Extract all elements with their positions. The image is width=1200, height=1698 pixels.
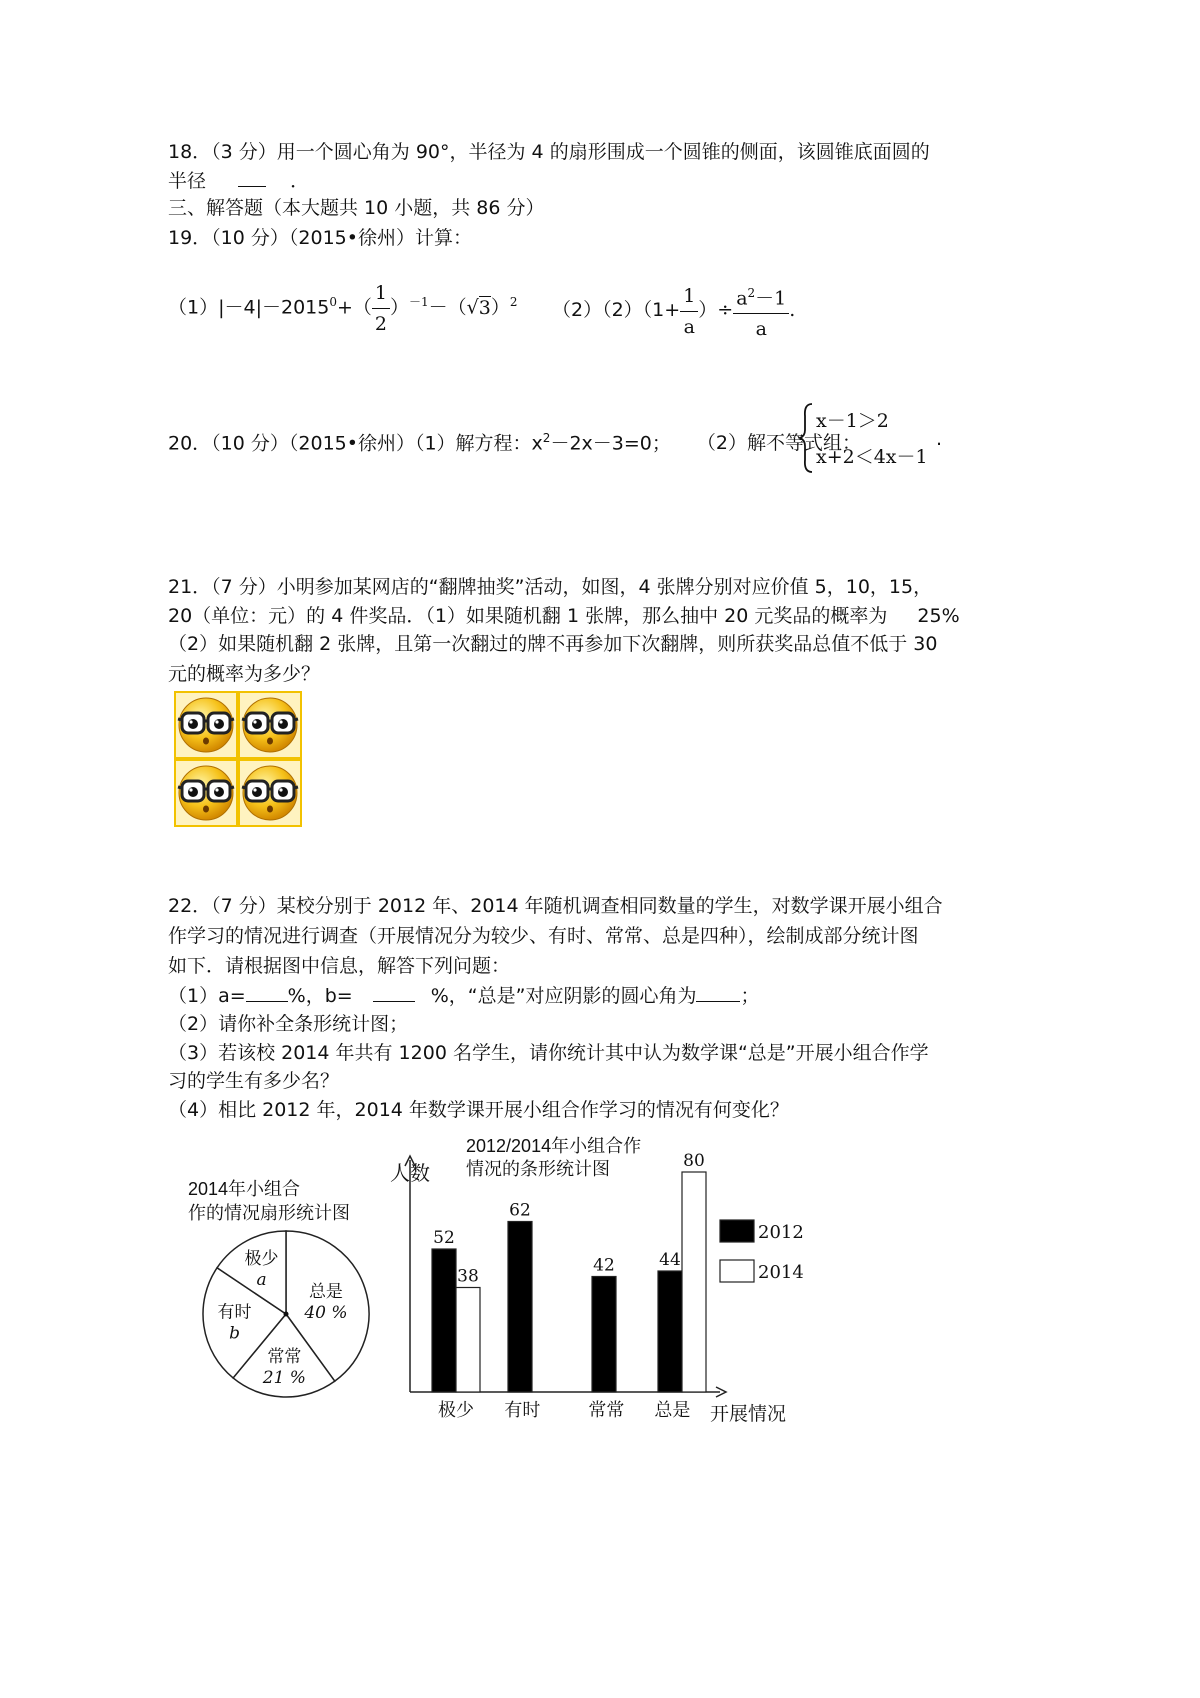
q19-p2-den: a	[683, 315, 695, 338]
bar-title-line2: 情况的条形统计图	[466, 1159, 610, 1179]
q19-p2-num: 1	[680, 281, 698, 312]
q19-p2-div: ）÷	[698, 299, 734, 322]
q19-p1-num: 1	[372, 278, 390, 309]
legend-label-2012: 2012	[758, 1222, 804, 1243]
q22-s1-angle-label: %，“总是”对应阴影的圆心角为	[430, 985, 697, 1007]
left-brace-icon	[798, 402, 816, 474]
q18-answer-blank[interactable]	[238, 168, 266, 187]
q20-inequality-2: x+2＜4x－1	[816, 446, 928, 468]
q22-sub3a: （3）若该校 2014 年共有 1200 名学生，请你统计其中认为数学课“总是”开展小组合作学	[168, 1042, 929, 1064]
bar-label-极少-2012: 52	[433, 1228, 455, 1248]
q19-heading: 19．（10 分）（2015•徐州）计算：	[168, 227, 472, 249]
q22-b-blank[interactable]	[373, 983, 415, 1002]
glasses-face-icon	[178, 698, 234, 752]
sqrt-icon: √	[466, 296, 479, 319]
q19-p1-exp1: －1	[409, 295, 429, 310]
q22-line3: 如下．请根据图中信息，解答下列问题：	[168, 955, 511, 977]
q21-line2-text: 20（单位：元）的 4 件奖品．（1）如果随机翻 1 张牌，那么抽中 20 元奖品的概率为	[168, 605, 888, 627]
q19-p1-exp0: 0	[329, 295, 337, 310]
q20-inequality-1: x－1＞2	[816, 410, 889, 432]
x-tick-常常: 常常	[588, 1400, 625, 1420]
q19-p2-fraction2	[733, 278, 789, 344]
pie-value-常常: 21 %	[262, 1367, 306, 1388]
section-3-heading: 三、解答题（本大题共 10 小题，共 86 分）	[168, 197, 545, 219]
bar-label-常常-2012: 42	[593, 1255, 615, 1276]
q22-angle-blank[interactable]	[696, 983, 740, 1002]
pie-label-极少: 极少	[244, 1249, 279, 1269]
pie-label-总是: 总是	[308, 1282, 343, 1302]
bar-极少-2014	[456, 1288, 480, 1393]
q18-line1: 18．（3 分）用一个圆心角为 90°，半径为 4 的扇形围成一个圆锥的侧面，该圆锥底面圆的	[168, 141, 930, 163]
pie-chart	[180, 1175, 410, 1425]
q19-p2-end: .	[789, 299, 796, 322]
bar-label-有时-2012: 62	[509, 1200, 531, 1221]
q21-line1: 21．（7 分）小明参加某网店的“翻牌抽奖”活动，如图，4 张牌分别对应价值 5，10，15，	[168, 576, 933, 598]
q20-end: .	[936, 428, 943, 450]
x-tick-总是: 总是	[654, 1400, 691, 1420]
legend-swatch-2012	[720, 1220, 754, 1242]
q22-sub2: （2）请你补全条形统计图；	[168, 1013, 409, 1035]
q19-part2	[552, 278, 795, 344]
q19-part1: $(1)|-4|-2015^0+$（ $\frac{1}{2}$ ）$^{-1}-(√3)^2$	[168, 278, 518, 339]
bar-y-axis-label: 人数	[390, 1163, 430, 1185]
q19-p1-plus: +（	[336, 296, 372, 319]
legend-swatch-2014	[720, 1260, 754, 1282]
q18-line2	[168, 168, 309, 193]
q22-sub4: （4）相比 2012 年，2014 年数学课开展小组合作学习的情况有何变化？	[168, 1099, 789, 1121]
q22-s1-end: ；	[740, 985, 760, 1007]
card-grid-svg	[174, 691, 302, 827]
bar-极少-2012	[432, 1249, 456, 1392]
q19-p1-minus: －（	[428, 296, 467, 319]
glasses-face-icon	[178, 766, 234, 820]
q18-line2-text: 半径	[168, 170, 207, 192]
q22-line2: 作学习的情况进行调查（开展情况分为较少、有时、常常、总是四种），绘制成部分统计图	[168, 925, 919, 947]
q19-p2-num2	[733, 278, 789, 314]
pie-center	[284, 1312, 289, 1317]
q20-rest: －2x－3=0；	[550, 432, 671, 455]
legend-label-2014: 2014	[758, 1262, 804, 1283]
q20-part2: （2）解不等式组：	[696, 432, 862, 455]
bar-chart	[380, 1130, 820, 1430]
q20-exp: 2	[542, 431, 551, 445]
card-grid	[174, 691, 302, 827]
q19-p2-num2-exp: 2	[747, 286, 756, 300]
q19-p1-exp2: 2	[509, 295, 518, 310]
q19-p1-sqrt-value: 3	[478, 296, 491, 319]
q20-head: 20．（10 分）（2015•徐州）（1）解方程：x	[168, 432, 543, 455]
q19-p2-num2-base: a	[736, 287, 748, 310]
q21-line3: （2）如果随机翻 2 张牌，且第一次翻过的牌不再参加下次翻牌，则所获奖品总值不低于 30	[168, 633, 938, 655]
pie-value-总是: 40 %	[304, 1303, 348, 1324]
bar-有时-2012	[508, 1222, 532, 1393]
q19-p2-den2: a	[755, 318, 767, 341]
bar-title-line1: 2012/2014年小组合作	[466, 1136, 642, 1156]
q22-sub3b: 习的学生有多少名？	[168, 1070, 340, 1092]
pie-label-有时: 有时	[217, 1302, 252, 1322]
q20-inequality-system	[798, 402, 948, 474]
pie-label-常常: 常常	[267, 1346, 302, 1366]
q19-p1-den: 2	[374, 313, 387, 335]
q21-line4: 元的概率为多少？	[168, 663, 321, 685]
bar-label-总是-2012: 44	[659, 1250, 681, 1270]
q22-line1: 22．（7 分）某校分别于 2012 年、2014 年随机调查相同数量的学生，对数学课开展小组合	[168, 895, 943, 917]
q18-end: ．	[290, 170, 310, 192]
bar-label-极少-2014: 38	[457, 1266, 479, 1287]
pie-title-line1: 2014年小组合	[188, 1179, 301, 1199]
x-tick-有时: 有时	[504, 1400, 541, 1420]
q19-p2-num2-rest: －1	[755, 287, 787, 310]
bar-常常-2012	[592, 1277, 616, 1393]
glasses-face-icon	[242, 698, 298, 752]
q19-p2-fraction1	[680, 281, 698, 342]
q22-a-blank[interactable]	[246, 983, 288, 1002]
pie-value-极少: a	[256, 1270, 267, 1291]
bar-x-axis-label: 开展情况	[710, 1404, 787, 1425]
q21-answer: 25%	[917, 605, 960, 627]
x-tick-极少: 极少	[438, 1400, 474, 1420]
q22-sub1	[168, 983, 759, 1008]
bar-总是-2012	[658, 1271, 682, 1392]
q22-s1-b-label: %，b=	[287, 985, 353, 1007]
q22-s1-a-label: （1）a=	[168, 985, 246, 1007]
q19-p1-prefix: （1）|－4|－2015	[168, 296, 330, 319]
q20-line	[168, 426, 861, 455]
bar-label-总是-2014: 80	[683, 1151, 705, 1171]
bar-总是-2014	[682, 1172, 706, 1392]
pie-title-line2: 作的情况扇形统计图	[188, 1203, 350, 1223]
q19-p1-fraction	[372, 278, 390, 339]
glasses-face-icon	[242, 766, 298, 820]
q19-p2-prefix: （2）（2）（1+	[552, 299, 681, 322]
pie-value-有时: b	[229, 1323, 240, 1344]
q21-line2	[168, 604, 960, 628]
